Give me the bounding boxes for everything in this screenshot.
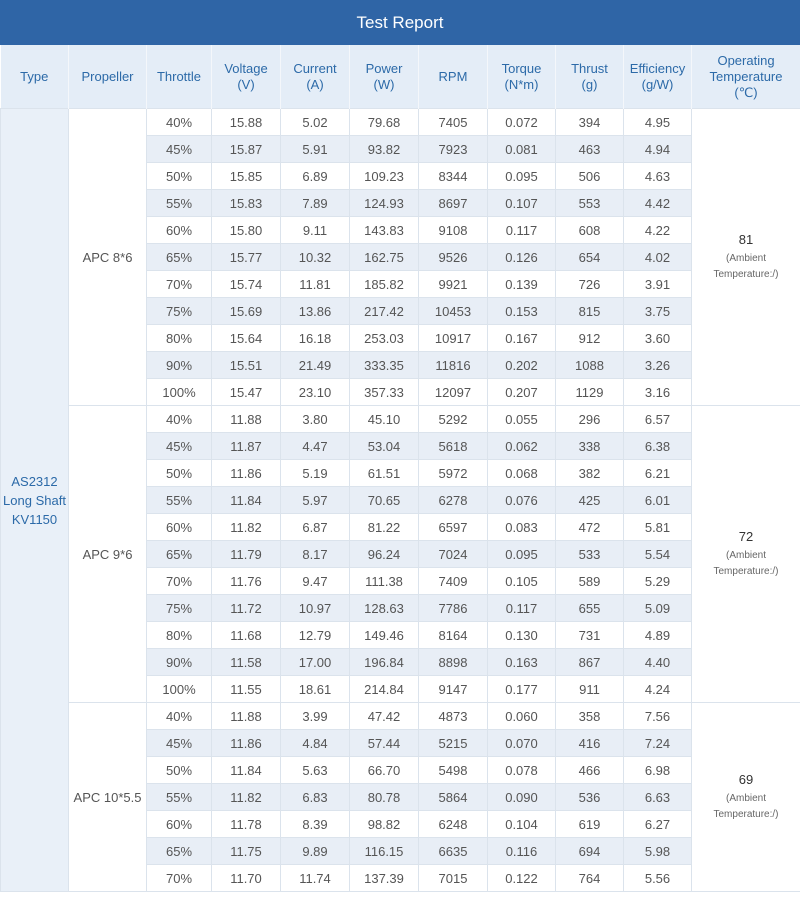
voltage-cell: 11.70 <box>212 865 281 892</box>
power-cell: 70.65 <box>350 487 419 514</box>
current-cell: 9.11 <box>281 217 350 244</box>
header-propeller: Propeller <box>69 45 147 109</box>
power-cell: 143.83 <box>350 217 419 244</box>
torque-cell: 0.107 <box>488 190 556 217</box>
efficiency-cell: 3.60 <box>624 325 692 352</box>
throttle-cell: 75% <box>147 298 212 325</box>
torque-cell: 0.130 <box>488 622 556 649</box>
voltage-cell: 15.64 <box>212 325 281 352</box>
rpm-cell: 6278 <box>419 487 488 514</box>
efficiency-cell: 6.01 <box>624 487 692 514</box>
efficiency-cell: 3.75 <box>624 298 692 325</box>
efficiency-cell: 4.89 <box>624 622 692 649</box>
current-cell: 3.99 <box>281 703 350 730</box>
efficiency-cell: 6.63 <box>624 784 692 811</box>
voltage-cell: 15.74 <box>212 271 281 298</box>
rpm-cell: 5618 <box>419 433 488 460</box>
power-cell: 66.70 <box>350 757 419 784</box>
ambient-temperature-note: Temperature:/) <box>713 268 779 280</box>
throttle-cell: 65% <box>147 838 212 865</box>
header-voltage: Voltage (V) <box>212 45 281 109</box>
torque-cell: 0.070 <box>488 730 556 757</box>
rpm-cell: 12097 <box>419 379 488 406</box>
torque-cell: 0.072 <box>488 109 556 136</box>
current-cell: 7.89 <box>281 190 350 217</box>
throttle-cell: 70% <box>147 568 212 595</box>
current-cell: 21.49 <box>281 352 350 379</box>
voltage-cell: 15.77 <box>212 244 281 271</box>
thrust-cell: 296 <box>556 406 624 433</box>
rpm-cell: 5864 <box>419 784 488 811</box>
efficiency-cell: 6.21 <box>624 460 692 487</box>
thrust-cell: 654 <box>556 244 624 271</box>
power-cell: 96.24 <box>350 541 419 568</box>
voltage-cell: 15.87 <box>212 136 281 163</box>
efficiency-cell: 4.94 <box>624 136 692 163</box>
current-cell: 18.61 <box>281 676 350 703</box>
current-cell: 9.47 <box>281 568 350 595</box>
voltage-cell: 11.86 <box>212 730 281 757</box>
power-cell: 111.38 <box>350 568 419 595</box>
thrust-cell: 472 <box>556 514 624 541</box>
rpm-cell: 7024 <box>419 541 488 568</box>
thrust-cell: 536 <box>556 784 624 811</box>
voltage-cell: 11.76 <box>212 568 281 595</box>
throttle-cell: 90% <box>147 352 212 379</box>
current-cell: 11.81 <box>281 271 350 298</box>
rpm-cell: 10917 <box>419 325 488 352</box>
thrust-cell: 358 <box>556 703 624 730</box>
throttle-cell: 40% <box>147 109 212 136</box>
thrust-cell: 815 <box>556 298 624 325</box>
temperature-value: 81 <box>738 231 754 247</box>
report-title-bar <box>0 0 800 45</box>
temperature-value: 72 <box>738 528 754 544</box>
temperature-value: 69 <box>738 771 754 787</box>
temperature-cell <box>692 109 800 406</box>
header-rpm: RPM <box>419 45 488 109</box>
torque-cell: 0.122 <box>488 865 556 892</box>
current-cell: 5.02 <box>281 109 350 136</box>
header-throttle: Throttle <box>147 45 212 109</box>
throttle-cell: 80% <box>147 325 212 352</box>
power-cell: 116.15 <box>350 838 419 865</box>
motor-type-line: AS2312 <box>11 473 58 489</box>
thrust-cell: 425 <box>556 487 624 514</box>
torque-cell: 0.090 <box>488 784 556 811</box>
throttle-cell: 90% <box>147 649 212 676</box>
voltage-cell: 11.68 <box>212 622 281 649</box>
voltage-cell: 11.58 <box>212 649 281 676</box>
torque-cell: 0.116 <box>488 838 556 865</box>
power-cell: 253.03 <box>350 325 419 352</box>
torque-cell: 0.126 <box>488 244 556 271</box>
efficiency-cell: 6.57 <box>624 406 692 433</box>
motor-type-cell <box>1 109 69 892</box>
thrust-cell: 912 <box>556 325 624 352</box>
efficiency-cell: 4.02 <box>624 244 692 271</box>
torque-cell: 0.167 <box>488 325 556 352</box>
current-cell: 3.80 <box>281 406 350 433</box>
rpm-cell: 8164 <box>419 622 488 649</box>
thrust-cell: 731 <box>556 622 624 649</box>
power-cell: 214.84 <box>350 676 419 703</box>
throttle-cell: 60% <box>147 217 212 244</box>
motor-type-line: Long Shaft <box>3 492 66 508</box>
voltage-cell: 11.84 <box>212 487 281 514</box>
table-row <box>1 109 800 136</box>
propeller-cell: APC 9*6 <box>69 406 147 703</box>
efficiency-cell: 3.26 <box>624 352 692 379</box>
voltage-cell: 11.82 <box>212 784 281 811</box>
voltage-cell: 11.78 <box>212 811 281 838</box>
efficiency-cell: 5.29 <box>624 568 692 595</box>
thrust-cell: 1088 <box>556 352 624 379</box>
motor-type-line: KV1150 <box>11 511 58 527</box>
power-cell: 217.42 <box>350 298 419 325</box>
throttle-cell: 45% <box>147 136 212 163</box>
rpm-cell: 6248 <box>419 811 488 838</box>
table-row <box>1 406 800 433</box>
efficiency-cell: 7.56 <box>624 703 692 730</box>
current-cell: 8.17 <box>281 541 350 568</box>
thrust-cell: 463 <box>556 136 624 163</box>
voltage-cell: 11.87 <box>212 433 281 460</box>
thrust-cell: 911 <box>556 676 624 703</box>
voltage-cell: 11.75 <box>212 838 281 865</box>
power-cell: 81.22 <box>350 514 419 541</box>
temperature-cell <box>692 406 800 703</box>
current-cell: 11.74 <box>281 865 350 892</box>
power-cell: 61.51 <box>350 460 419 487</box>
efficiency-cell: 6.98 <box>624 757 692 784</box>
torque-cell: 0.153 <box>488 298 556 325</box>
throttle-cell: 40% <box>147 703 212 730</box>
throttle-cell: 45% <box>147 433 212 460</box>
efficiency-cell: 4.95 <box>624 109 692 136</box>
header-power: Power (W) <box>350 45 419 109</box>
efficiency-cell: 4.40 <box>624 649 692 676</box>
voltage-cell: 11.88 <box>212 703 281 730</box>
rpm-cell: 9526 <box>419 244 488 271</box>
throttle-cell: 55% <box>147 487 212 514</box>
efficiency-cell: 3.16 <box>624 379 692 406</box>
power-cell: 57.44 <box>350 730 419 757</box>
ambient-temperature-note: (Ambient <box>725 792 766 804</box>
efficiency-cell: 5.81 <box>624 514 692 541</box>
header-temperature: Operating Temperature (℃) <box>692 45 800 109</box>
current-cell: 9.89 <box>281 838 350 865</box>
voltage-cell: 11.84 <box>212 757 281 784</box>
rpm-cell: 7923 <box>419 136 488 163</box>
power-cell: 80.78 <box>350 784 419 811</box>
throttle-cell: 65% <box>147 541 212 568</box>
current-cell: 5.63 <box>281 757 350 784</box>
voltage-cell: 15.51 <box>212 352 281 379</box>
torque-cell: 0.076 <box>488 487 556 514</box>
rpm-cell: 7409 <box>419 568 488 595</box>
efficiency-cell: 4.24 <box>624 676 692 703</box>
voltage-cell: 11.86 <box>212 460 281 487</box>
torque-cell: 0.060 <box>488 703 556 730</box>
rpm-cell: 8898 <box>419 649 488 676</box>
power-cell: 124.93 <box>350 190 419 217</box>
power-cell: 333.35 <box>350 352 419 379</box>
voltage-cell: 15.88 <box>212 109 281 136</box>
propeller-cell: APC 10*5.5 <box>69 703 147 892</box>
rpm-cell: 7786 <box>419 595 488 622</box>
rpm-cell: 4873 <box>419 703 488 730</box>
throttle-cell: 45% <box>147 730 212 757</box>
current-cell: 12.79 <box>281 622 350 649</box>
power-cell: 128.63 <box>350 595 419 622</box>
current-cell: 10.97 <box>281 595 350 622</box>
rpm-cell: 5972 <box>419 460 488 487</box>
power-cell: 196.84 <box>350 649 419 676</box>
propeller-cell: APC 8*6 <box>69 109 147 406</box>
thrust-cell: 1129 <box>556 379 624 406</box>
throttle-cell: 65% <box>147 244 212 271</box>
torque-cell: 0.117 <box>488 217 556 244</box>
power-cell: 137.39 <box>350 865 419 892</box>
voltage-cell: 15.47 <box>212 379 281 406</box>
power-cell: 47.42 <box>350 703 419 730</box>
torque-cell: 0.105 <box>488 568 556 595</box>
rpm-cell: 11816 <box>419 352 488 379</box>
current-cell: 5.91 <box>281 136 350 163</box>
throttle-cell: 75% <box>147 595 212 622</box>
voltage-cell: 11.88 <box>212 406 281 433</box>
rpm-cell: 5498 <box>419 757 488 784</box>
torque-cell: 0.083 <box>488 514 556 541</box>
throttle-cell: 70% <box>147 271 212 298</box>
torque-cell: 0.139 <box>488 271 556 298</box>
torque-cell: 0.078 <box>488 757 556 784</box>
rpm-cell: 5292 <box>419 406 488 433</box>
rpm-cell: 6597 <box>419 514 488 541</box>
current-cell: 16.18 <box>281 325 350 352</box>
power-cell: 149.46 <box>350 622 419 649</box>
efficiency-cell: 6.38 <box>624 433 692 460</box>
rpm-cell: 9147 <box>419 676 488 703</box>
thrust-cell: 338 <box>556 433 624 460</box>
current-cell: 8.39 <box>281 811 350 838</box>
torque-cell: 0.095 <box>488 541 556 568</box>
power-cell: 162.75 <box>350 244 419 271</box>
power-cell: 98.82 <box>350 811 419 838</box>
throttle-cell: 55% <box>147 190 212 217</box>
torque-cell: 0.202 <box>488 352 556 379</box>
efficiency-cell: 7.24 <box>624 730 692 757</box>
ambient-temperature-note: Temperature:/) <box>713 565 779 577</box>
throttle-cell: 60% <box>147 811 212 838</box>
throttle-cell: 40% <box>147 406 212 433</box>
ambient-temperature-note: Temperature:/) <box>713 808 779 820</box>
rpm-cell: 9108 <box>419 217 488 244</box>
torque-cell: 0.163 <box>488 649 556 676</box>
report-title: Test Report <box>356 12 444 32</box>
throttle-cell: 80% <box>147 622 212 649</box>
voltage-cell: 11.82 <box>212 514 281 541</box>
voltage-cell: 15.83 <box>212 190 281 217</box>
efficiency-cell: 5.98 <box>624 838 692 865</box>
rpm-cell: 8344 <box>419 163 488 190</box>
efficiency-cell: 5.54 <box>624 541 692 568</box>
thrust-cell: 608 <box>556 217 624 244</box>
torque-cell: 0.062 <box>488 433 556 460</box>
efficiency-cell: 4.63 <box>624 163 692 190</box>
power-cell: 185.82 <box>350 271 419 298</box>
power-cell: 45.10 <box>350 406 419 433</box>
current-cell: 6.83 <box>281 784 350 811</box>
efficiency-cell: 4.42 <box>624 190 692 217</box>
table-body <box>1 109 800 892</box>
current-cell: 4.84 <box>281 730 350 757</box>
current-cell: 6.87 <box>281 514 350 541</box>
test-report-table <box>0 45 800 892</box>
ambient-temperature-note: (Ambient <box>725 252 766 264</box>
thrust-cell: 655 <box>556 595 624 622</box>
thrust-cell: 764 <box>556 865 624 892</box>
thrust-cell: 466 <box>556 757 624 784</box>
rpm-cell: 5215 <box>419 730 488 757</box>
voltage-cell: 15.85 <box>212 163 281 190</box>
current-cell: 5.97 <box>281 487 350 514</box>
torque-cell: 0.177 <box>488 676 556 703</box>
thrust-cell: 394 <box>556 109 624 136</box>
torque-cell: 0.207 <box>488 379 556 406</box>
thrust-cell: 553 <box>556 190 624 217</box>
efficiency-cell: 3.91 <box>624 271 692 298</box>
rpm-cell: 8697 <box>419 190 488 217</box>
header-torque: Torque (N*m) <box>488 45 556 109</box>
thrust-cell: 382 <box>556 460 624 487</box>
header-type: Type <box>1 45 69 109</box>
current-cell: 17.00 <box>281 649 350 676</box>
torque-cell: 0.068 <box>488 460 556 487</box>
torque-cell: 0.095 <box>488 163 556 190</box>
ambient-temperature-note: (Ambient <box>725 549 766 561</box>
voltage-cell: 15.69 <box>212 298 281 325</box>
thrust-cell: 416 <box>556 730 624 757</box>
efficiency-cell: 4.22 <box>624 217 692 244</box>
current-cell: 23.10 <box>281 379 350 406</box>
header-current: Current (A) <box>281 45 350 109</box>
power-cell: 93.82 <box>350 136 419 163</box>
power-cell: 357.33 <box>350 379 419 406</box>
thrust-cell: 533 <box>556 541 624 568</box>
efficiency-cell: 5.56 <box>624 865 692 892</box>
current-cell: 10.32 <box>281 244 350 271</box>
thrust-cell: 506 <box>556 163 624 190</box>
voltage-cell: 11.79 <box>212 541 281 568</box>
voltage-cell: 11.55 <box>212 676 281 703</box>
throttle-cell: 50% <box>147 460 212 487</box>
throttle-cell: 100% <box>147 379 212 406</box>
thrust-cell: 589 <box>556 568 624 595</box>
power-cell: 53.04 <box>350 433 419 460</box>
throttle-cell: 60% <box>147 514 212 541</box>
thrust-cell: 867 <box>556 649 624 676</box>
torque-cell: 0.081 <box>488 136 556 163</box>
rpm-cell: 7015 <box>419 865 488 892</box>
power-cell: 79.68 <box>350 109 419 136</box>
throttle-cell: 55% <box>147 784 212 811</box>
temperature-cell <box>692 703 800 892</box>
rpm-cell: 6635 <box>419 838 488 865</box>
power-cell: 109.23 <box>350 163 419 190</box>
efficiency-cell: 5.09 <box>624 595 692 622</box>
voltage-cell: 11.72 <box>212 595 281 622</box>
throttle-cell: 50% <box>147 163 212 190</box>
efficiency-cell: 6.27 <box>624 811 692 838</box>
current-cell: 4.47 <box>281 433 350 460</box>
header-thrust: Thrust (g) <box>556 45 624 109</box>
rpm-cell: 9921 <box>419 271 488 298</box>
throttle-cell: 70% <box>147 865 212 892</box>
current-cell: 6.89 <box>281 163 350 190</box>
torque-cell: 0.055 <box>488 406 556 433</box>
rpm-cell: 10453 <box>419 298 488 325</box>
current-cell: 5.19 <box>281 460 350 487</box>
thrust-cell: 619 <box>556 811 624 838</box>
throttle-cell: 50% <box>147 757 212 784</box>
torque-cell: 0.104 <box>488 811 556 838</box>
current-cell: 13.86 <box>281 298 350 325</box>
thrust-cell: 726 <box>556 271 624 298</box>
rpm-cell: 7405 <box>419 109 488 136</box>
voltage-cell: 15.80 <box>212 217 281 244</box>
thrust-cell: 694 <box>556 838 624 865</box>
header-efficiency: Efficiency (g/W) <box>624 45 692 109</box>
table-row <box>1 703 800 730</box>
throttle-cell: 100% <box>147 676 212 703</box>
header-row <box>1 45 800 109</box>
torque-cell: 0.117 <box>488 595 556 622</box>
